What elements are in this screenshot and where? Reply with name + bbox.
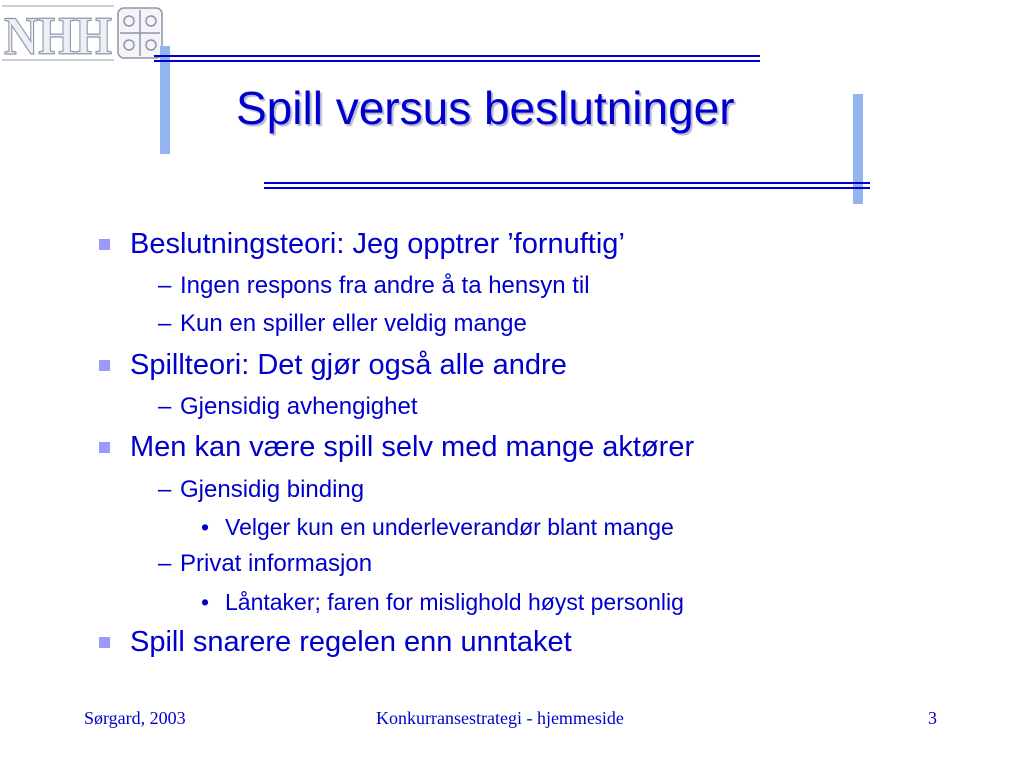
top-double-line [154,55,760,57]
bullet-item-level-2 [158,476,364,504]
bullet-text: Gjensidig binding [180,476,365,503]
bullet-item-level-3 [201,514,674,541]
footer-page-number: 3 [928,708,937,728]
logo-text: NHH [4,6,112,66]
bottom-double-line [264,182,870,184]
bullet-item-level-2 [158,272,590,300]
square-bullet-icon [99,360,110,371]
bullet-text: Spill snarere regelen enn unntaket [130,626,572,658]
dot-bullet-icon: • [201,589,210,615]
footer-left: Sørgard, 2003 [84,708,186,728]
footer-center: Konkurransestrategi - hjemmeside [376,708,624,728]
dash-bullet-icon: – [158,272,172,299]
slide-title: Spill versus beslutninger [236,82,735,134]
bullet-text: Låntaker; faren for mislighold høyst personlig [225,589,684,615]
square-bullet-icon [99,442,110,453]
bullet-text: Gjensidig avhengighet [180,393,418,420]
bullet-item-level-2 [158,550,372,578]
bullet-item-level-1 [99,626,572,659]
dot-bullet-icon: • [201,514,210,540]
bottom-double-line-2 [264,187,870,189]
bullet-item-level-3 [201,589,684,616]
dash-bullet-icon: – [158,550,172,577]
bullet-text: Beslutningsteori: Jeg opptrer ’fornuftig’ [130,228,625,260]
bullet-item-level-1 [99,349,567,382]
bullet-text: Privat informasjon [180,550,373,577]
square-bullet-icon [99,637,110,648]
bullet-text: Kun en spiller eller veldig mange [180,310,527,337]
square-bullet-icon [99,239,110,250]
top-double-line-2 [154,60,760,62]
bullet-item-level-2 [158,310,527,338]
crest-logo-icon [118,8,162,58]
bullet-text: Spillteori: Det gjør også alle andre [130,349,567,381]
nhh-logo [0,0,166,66]
left-accent-bar [160,46,170,154]
bullet-item-level-1 [99,228,625,261]
bullet-text: Men kan være spill selv med mange aktører [130,431,695,463]
bullet-text: Ingen respons fra andre å ta hensyn til [180,272,590,299]
bullet-text: Velger kun en underleverandør blant mange [225,514,674,540]
dash-bullet-icon: – [158,393,172,420]
dash-bullet-icon: – [158,476,172,503]
bullet-item-level-1 [99,431,694,464]
bullet-item-level-2 [158,393,418,421]
dash-bullet-icon: – [158,310,172,337]
